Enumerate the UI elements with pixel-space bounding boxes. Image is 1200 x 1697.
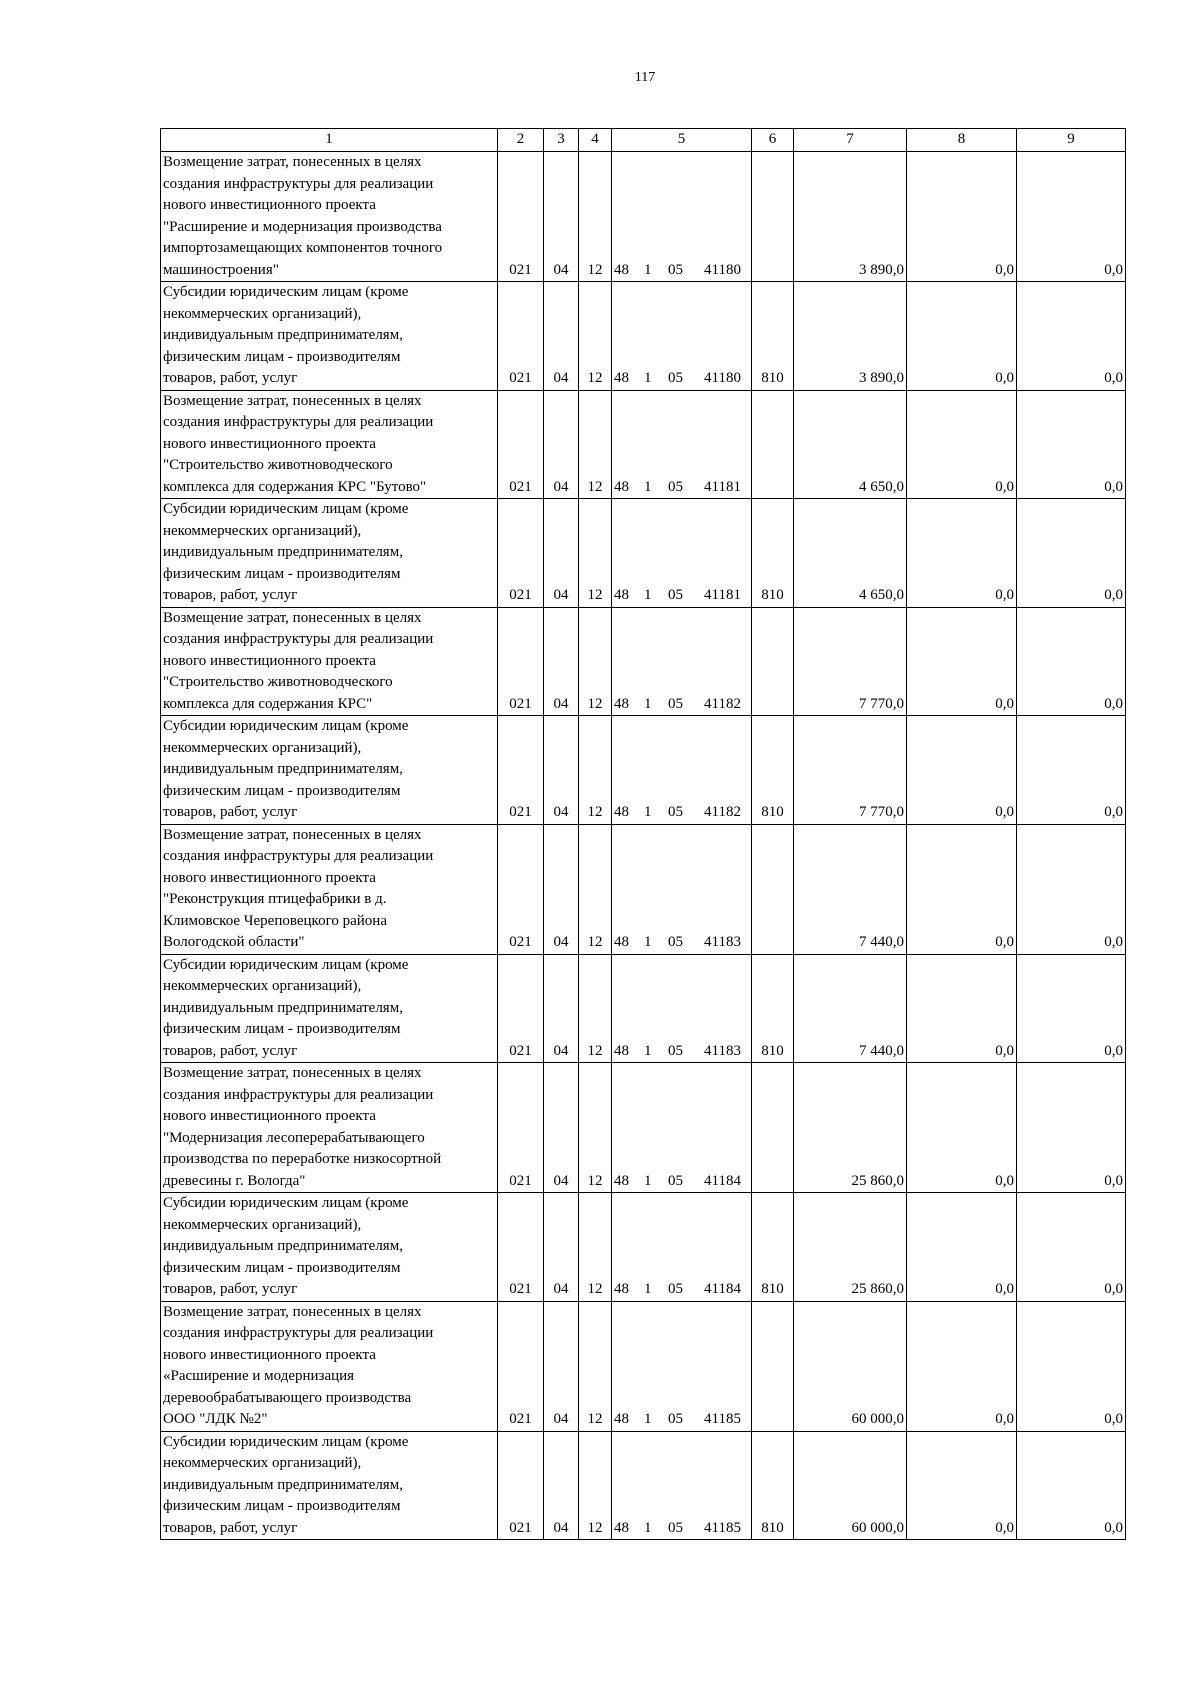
table-row: [161, 824, 1126, 954]
amount-col-7: 7 440,0: [794, 954, 907, 1063]
description-line: товаров, работ, услуг: [163, 587, 298, 603]
description-line: «Расширение и модернизация: [163, 1368, 355, 1384]
description-line: Возмещение затрат, понесенных в целях: [163, 609, 422, 626]
row-description: [161, 390, 498, 499]
table-row: [161, 152, 1126, 282]
description-line: некоммерческих организаций),: [163, 1455, 362, 1471]
description-line: "Модернизация лесоперерабатывающего: [163, 1129, 425, 1146]
target-code-part: 1: [644, 1042, 652, 1059]
description-line: "Строительство животноводческого: [163, 674, 393, 690]
section-code: 04: [544, 1301, 579, 1431]
ministry-code: 021: [498, 282, 544, 391]
amount-col-9: 0,0: [1017, 954, 1126, 1063]
description-line: физическим лицам - производителям: [163, 1021, 401, 1037]
header-cell: 3: [544, 129, 579, 152]
expense-type-code: 810: [752, 1193, 794, 1302]
description-line: "Расширение и модернизация производства: [163, 218, 442, 235]
description-line: товаров, работ, услуг: [163, 1519, 298, 1536]
target-code-part: 05: [668, 1281, 683, 1297]
table-row: [161, 1193, 1126, 1302]
amount-col-9: 0,0: [1017, 1063, 1126, 1193]
description-line: физическим лицам - производителям: [163, 782, 401, 799]
ministry-code: 021: [498, 1431, 544, 1540]
description-line: нового инвестиционного проекта: [163, 869, 376, 886]
target-code-part: 48: [614, 1519, 629, 1536]
target-article-code: [612, 824, 752, 954]
target-code-part: 41181: [704, 478, 741, 495]
target-article-code: [612, 499, 752, 608]
target-code-part: 05: [668, 1172, 683, 1189]
subsection-code: 12: [579, 716, 612, 825]
header-cell: 7: [794, 129, 907, 152]
amount-col-9: 0,0: [1017, 1431, 1126, 1540]
table-row: [161, 499, 1126, 608]
description-line: Субсидии юридическим лицам (кроме: [163, 718, 409, 734]
description-line: комплекса для содержания КРС": [163, 695, 373, 712]
target-code-part: 05: [668, 804, 683, 820]
target-code-part: 05: [668, 1042, 683, 1059]
row-description: [161, 954, 498, 1063]
target-article-code: [612, 282, 752, 391]
target-article-code: [612, 954, 752, 1063]
target-code-part: 1: [644, 587, 652, 603]
target-article-code: [612, 1193, 752, 1302]
amount-col-9: 0,0: [1017, 1193, 1126, 1302]
row-description: [161, 1431, 498, 1540]
target-article-code: [612, 607, 752, 716]
header-cell: 9: [1017, 129, 1126, 152]
expense-type-code: 810: [752, 1431, 794, 1540]
section-code: 04: [544, 1193, 579, 1302]
target-code-part: 05: [668, 934, 683, 950]
target-code-part: 1: [644, 478, 652, 495]
subsection-code: 12: [579, 1063, 612, 1193]
description-line: создания инфраструктуры для реализации: [163, 631, 434, 647]
amount-col-8: 0,0: [907, 152, 1017, 282]
description-line: товаров, работ, услуг: [163, 1042, 298, 1059]
description-line: машиностроения": [163, 261, 279, 278]
amount-col-8: 0,0: [907, 390, 1017, 499]
target-code-part: 1: [644, 695, 652, 712]
description-line: нового инвестиционного проекта: [163, 435, 376, 452]
description-line: создания инфраструктуры для реализации: [163, 1086, 434, 1103]
description-line: импортозамещающих компонентов точного: [163, 240, 443, 256]
subsection-code: 12: [579, 499, 612, 608]
target-code-part: 41182: [704, 695, 741, 712]
amount-col-9: 0,0: [1017, 716, 1126, 825]
expense-type-code: [752, 824, 794, 954]
amount-col-9: 0,0: [1017, 390, 1126, 499]
page-number: 117: [634, 70, 656, 85]
header-cell: 4: [579, 129, 612, 152]
amount-col-8: 0,0: [907, 499, 1017, 608]
target-code-part: 05: [668, 261, 683, 278]
target-code-part: 1: [644, 1281, 652, 1297]
target-code-part: 05: [668, 370, 683, 386]
target-code-part: 41183: [704, 1042, 741, 1059]
section-code: 04: [544, 282, 579, 391]
row-description: [161, 499, 498, 608]
ministry-code: 021: [498, 152, 544, 282]
target-code-part: 41181: [704, 587, 741, 603]
amount-col-7: 7 770,0: [794, 716, 907, 825]
section-code: 04: [544, 716, 579, 825]
expense-type-code: 810: [752, 716, 794, 825]
expense-type-code: [752, 607, 794, 716]
description-line: нового инвестиционного проекта: [163, 1346, 376, 1363]
description-line: Субсидии юридическим лицам (кроме: [163, 501, 409, 517]
table-row: [161, 954, 1126, 1063]
table-row: [161, 390, 1126, 499]
amount-col-7: 7 770,0: [794, 607, 907, 716]
amount-col-9: 0,0: [1017, 824, 1126, 954]
section-code: 04: [544, 152, 579, 282]
target-code-part: 05: [668, 1519, 683, 1536]
row-description: [161, 1193, 498, 1302]
subsection-code: 12: [579, 1431, 612, 1540]
subsection-code: 12: [579, 1193, 612, 1302]
header-cell: 1: [161, 129, 498, 152]
ministry-code: 021: [498, 390, 544, 499]
section-code: 04: [544, 1431, 579, 1540]
subsection-code: 12: [579, 954, 612, 1063]
amount-col-8: 0,0: [907, 282, 1017, 391]
header-cell: 6: [752, 129, 794, 152]
amount-col-7: 7 440,0: [794, 824, 907, 954]
description-line: индивидуальным предпринимателям,: [163, 761, 403, 777]
amount-col-9: 0,0: [1017, 152, 1126, 282]
description-line: индивидуальным предпринимателям,: [163, 1238, 403, 1254]
amount-col-7: 25 860,0: [794, 1193, 907, 1302]
description-line: Вологодской области": [163, 934, 305, 950]
row-description: [161, 716, 498, 825]
target-article-code: [612, 716, 752, 825]
target-code-part: 05: [668, 478, 683, 495]
description-line: древесины г. Вологда": [163, 1172, 306, 1189]
description-line: Субсидии юридическим лицам (кроме: [163, 1433, 409, 1450]
section-code: 04: [544, 607, 579, 716]
target-code-part: 41184: [704, 1172, 741, 1189]
subsection-code: 12: [579, 282, 612, 391]
description-line: некоммерческих организаций),: [163, 305, 362, 322]
target-code-part: 41185: [704, 1519, 741, 1536]
amount-col-8: 0,0: [907, 1301, 1017, 1431]
target-code-part: 1: [644, 934, 652, 950]
description-line: нового инвестиционного проекта: [163, 652, 376, 669]
description-line: индивидуальным предпринимателям,: [163, 1476, 403, 1493]
amount-col-7: 60 000,0: [794, 1431, 907, 1540]
amount-col-9: 0,0: [1017, 607, 1126, 716]
target-code-part: 1: [644, 261, 652, 278]
description-line: нового инвестиционного проекта: [163, 197, 376, 213]
target-article-code: [612, 1431, 752, 1540]
header-row: [161, 129, 1126, 152]
amount-col-7: 4 650,0: [794, 390, 907, 499]
target-code-part: 1: [644, 370, 652, 386]
amount-col-8: 0,0: [907, 954, 1017, 1063]
section-code: 04: [544, 1063, 579, 1193]
target-code-part: 41184: [704, 1281, 741, 1297]
description-line: комплекса для содержания КРС "Бутово": [163, 478, 427, 495]
amount-col-8: 0,0: [907, 824, 1017, 954]
expense-type-code: [752, 1301, 794, 1431]
row-description: [161, 824, 498, 954]
row-description: [161, 607, 498, 716]
section-code: 04: [544, 499, 579, 608]
target-code-part: 48: [614, 1172, 629, 1189]
target-code-part: 48: [614, 804, 629, 820]
row-description: [161, 282, 498, 391]
target-code-part: 05: [668, 587, 683, 603]
description-line: Возмещение затрат, понесенных в целях: [163, 1303, 422, 1320]
target-code-part: 1: [644, 1519, 652, 1536]
row-description: [161, 152, 498, 282]
target-code-part: 48: [614, 478, 629, 495]
target-code-part: 48: [614, 587, 629, 603]
description-line: товаров, работ, услуг: [163, 370, 298, 386]
expense-type-code: [752, 1063, 794, 1193]
description-line: индивидуальным предпринимателям,: [163, 544, 403, 560]
description-line: Возмещение затрат, понесенных в целях: [163, 154, 422, 170]
description-line: производства по переработке низкосортной: [163, 1151, 442, 1167]
description-line: Возмещение затрат, понесенных в целях: [163, 392, 422, 409]
description-line: товаров, работ, услуг: [163, 804, 298, 820]
amount-col-8: 0,0: [907, 716, 1017, 825]
target-code-part: 48: [614, 1042, 629, 1059]
target-code-part: 1: [644, 1172, 652, 1189]
description-line: создания инфраструктуры для реализации: [163, 175, 434, 192]
description-line: создания инфраструктуры для реализации: [163, 414, 434, 430]
description-line: Субсидии юридическим лицам (кроме: [163, 284, 409, 300]
subsection-code: 12: [579, 390, 612, 499]
table-row: [161, 607, 1126, 716]
row-description: [161, 1063, 498, 1193]
subsection-code: 12: [579, 824, 612, 954]
description-line: физическим лицам - производителям: [163, 1259, 401, 1276]
target-code-part: 05: [668, 1411, 683, 1427]
header-cell: 5: [612, 129, 752, 152]
amount-col-8: 0,0: [907, 1063, 1017, 1193]
description-line: Возмещение затрат, понесенных в целях: [163, 1065, 422, 1081]
section-code: 04: [544, 390, 579, 499]
description-line: некоммерческих организаций),: [163, 739, 362, 756]
ministry-code: 021: [498, 1193, 544, 1302]
description-line: Климовское Череповецкого района: [163, 912, 387, 929]
description-line: Возмещение затрат, понесенных в целях: [163, 826, 422, 843]
ministry-code: 021: [498, 716, 544, 825]
target-article-code: [612, 390, 752, 499]
ministry-code: 021: [498, 824, 544, 954]
subsection-code: 12: [579, 607, 612, 716]
description-line: некоммерческих организаций),: [163, 522, 362, 539]
target-code-part: 41182: [704, 804, 741, 820]
description-line: "Реконструкция птицефабрики в д.: [163, 891, 387, 907]
subsection-code: 12: [579, 152, 612, 282]
description-line: индивидуальным предпринимателям,: [163, 999, 403, 1016]
section-code: 04: [544, 824, 579, 954]
ministry-code: 021: [498, 607, 544, 716]
description-line: деревообрабатывающего производства: [163, 1389, 412, 1406]
target-code-part: 48: [614, 934, 629, 950]
amount-col-7: 3 890,0: [794, 282, 907, 391]
row-description: [161, 1301, 498, 1431]
target-code-part: 48: [614, 370, 629, 386]
header-cell: 2: [498, 129, 544, 152]
expense-type-code: [752, 390, 794, 499]
target-code-part: 41180: [704, 370, 741, 386]
ministry-code: 021: [498, 1301, 544, 1431]
amount-col-8: 0,0: [907, 1193, 1017, 1302]
expense-type-code: 810: [752, 499, 794, 608]
description-line: индивидуальным предпринимателям,: [163, 327, 403, 343]
description-line: физическим лицам - производителям: [163, 565, 401, 582]
target-code-part: 1: [644, 1411, 652, 1427]
amount-col-9: 0,0: [1017, 282, 1126, 391]
header-cell: 8: [907, 129, 1017, 152]
description-line: Субсидии юридическим лицам (кроме: [163, 956, 409, 973]
target-code-part: 48: [614, 695, 629, 712]
budget-table: [160, 128, 1126, 1540]
section-code: 04: [544, 954, 579, 1063]
description-line: некоммерческих организаций),: [163, 1216, 362, 1233]
target-code-part: 41180: [704, 261, 741, 278]
subsection-code: 12: [579, 1301, 612, 1431]
ministry-code: 021: [498, 954, 544, 1063]
table-row: [161, 282, 1126, 391]
amount-col-7: 60 000,0: [794, 1301, 907, 1431]
description-line: физическим лицам - производителям: [163, 348, 401, 365]
expense-type-code: [752, 152, 794, 282]
table-row: [161, 1431, 1126, 1540]
description-line: нового инвестиционного проекта: [163, 1108, 376, 1124]
amount-col-7: 4 650,0: [794, 499, 907, 608]
amount-col-9: 0,0: [1017, 499, 1126, 608]
target-code-part: 48: [614, 1281, 629, 1297]
table-row: [161, 716, 1126, 825]
description-line: "Строительство животноводческого: [163, 457, 393, 473]
description-line: физическим лицам - производителям: [163, 1498, 401, 1514]
expense-type-code: 810: [752, 282, 794, 391]
target-code-part: 41183: [704, 934, 741, 950]
amount-col-8: 0,0: [907, 607, 1017, 716]
description-line: Субсидии юридическим лицам (кроме: [163, 1195, 409, 1211]
amount-col-9: 0,0: [1017, 1301, 1126, 1431]
table-body: [161, 152, 1126, 1540]
target-article-code: [612, 1063, 752, 1193]
description-line: товаров, работ, услуг: [163, 1281, 298, 1297]
description-line: создания инфраструктуры для реализации: [163, 1325, 434, 1341]
table-row: [161, 1301, 1126, 1431]
ministry-code: 021: [498, 1063, 544, 1193]
amount-col-8: 0,0: [907, 1431, 1017, 1540]
target-code-part: 48: [614, 1411, 629, 1427]
amount-col-7: 3 890,0: [794, 152, 907, 282]
ministry-code: 021: [498, 499, 544, 608]
description-line: некоммерческих организаций),: [163, 978, 362, 994]
target-article-code: [612, 152, 752, 282]
target-article-code: [612, 1301, 752, 1431]
expense-type-code: 810: [752, 954, 794, 1063]
target-code-part: 05: [668, 695, 683, 712]
target-code-part: 48: [614, 261, 629, 278]
description-line: ООО "ЛДК №2": [163, 1411, 268, 1427]
target-code-part: 41185: [704, 1411, 741, 1427]
description-line: создания инфраструктуры для реализации: [163, 848, 434, 864]
amount-col-7: 25 860,0: [794, 1063, 907, 1193]
target-code-part: 1: [644, 804, 652, 820]
table-row: [161, 1063, 1126, 1193]
